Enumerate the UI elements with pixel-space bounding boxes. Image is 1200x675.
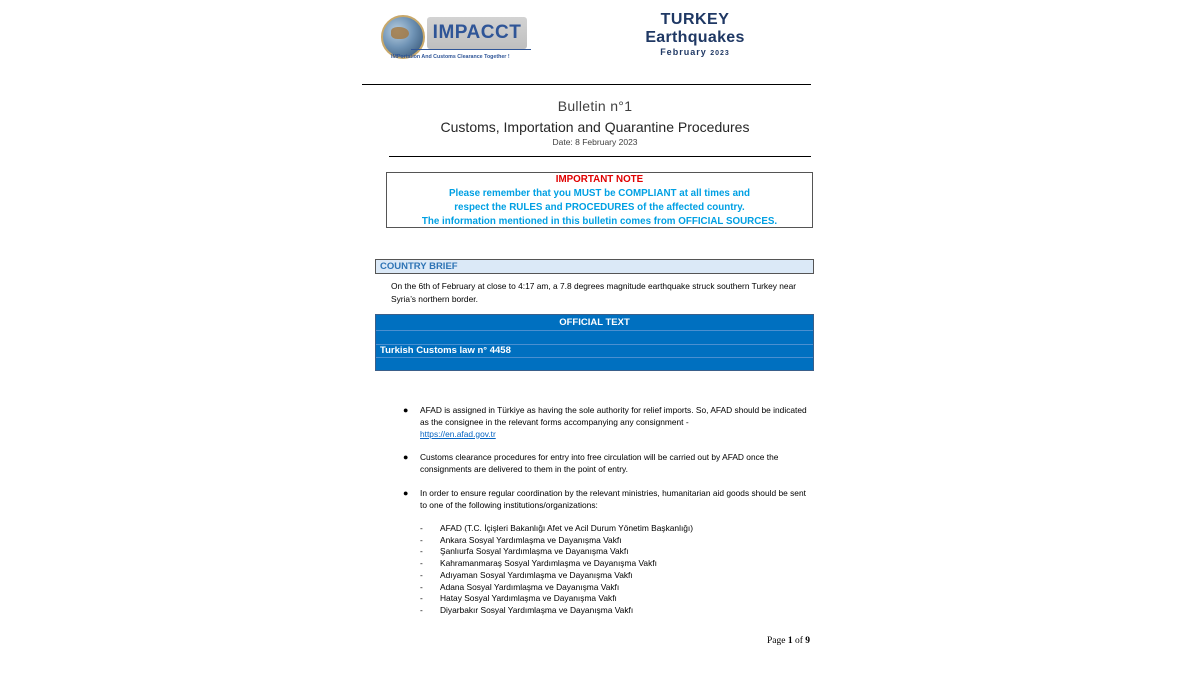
bullet-icon: ●: [403, 452, 409, 462]
organization-item: - Şanlıurfa Sosyal Yardımlaşma ve Dayanışma Vakfı: [420, 546, 629, 557]
official-text-heading: OFFICIAL TEXT: [376, 315, 813, 331]
organization-item: - Ankara Sosyal Yardımlaşma ve Dayanışma Vakfı: [420, 534, 622, 545]
official-text-table: [375, 314, 814, 371]
subject-divider: [389, 156, 811, 157]
bullet-text: Customs clearance procedures for entry into free circulation will be carried out by AFAD once the consignments are delivered to them in the point of entry.: [420, 452, 779, 474]
organization-list: [417, 523, 817, 617]
bullet-text: In order to ensure regular coordination by the relevant ministries, humanitarian aid goods should be sent to one of the following institutions/organizations:: [420, 488, 806, 510]
official-text-spacer: [376, 331, 813, 345]
organization-item: - AFAD (T.C. İçişleri Bakanlığı Afet ve Acil Durum Yönetim Başkanlığı): [420, 523, 694, 533]
logo-wordmark: IMPACCT: [427, 17, 527, 49]
bullet-icon: ●: [403, 405, 409, 415]
top-divider: [362, 84, 811, 85]
title-date: [610, 47, 780, 59]
logo-tagline: IMPortation And Customs Clearance Together !: [391, 54, 510, 60]
title-country: TURKEY: [660, 11, 730, 28]
bulletin-number: Bulletin n°1: [557, 98, 633, 114]
title-month: February: [660, 47, 707, 57]
bulletin-date: Date: 8 February 2023: [552, 137, 638, 147]
important-note-line: Please remember that you MUST be COMPLIANT at all times and: [448, 188, 751, 199]
impacct-logo: [381, 13, 533, 65]
list-item: [401, 452, 811, 476]
organization-item: - Hatay Sosyal Yardımlaşma ve Dayanışma Vakfı: [420, 593, 617, 604]
official-law-title: Turkish Customs law n° 4458: [376, 345, 813, 358]
organization-item: - Adıyaman Sosyal Yardımlaşma ve Dayanışma Vakfı: [420, 569, 633, 580]
organization-item: - Adana Sosyal Yardımlaşma ve Dayanışma Vakfı: [420, 581, 620, 592]
title-year: 2023: [710, 50, 730, 57]
important-note-line: respect the RULES and PROCEDURES of the affected country.: [454, 202, 745, 213]
bullet-icon: ●: [403, 488, 409, 498]
country-brief-text: On the 6th of February at close to 4:17 am, a 7.8 degrees magnitude earthquake struck southern Turkey near Syria’s northern border.: [391, 281, 797, 304]
important-note-heading: IMPORTANT NOTE: [555, 174, 644, 185]
title-event: Earthquakes: [645, 29, 745, 46]
page-number: Page 1 of 9: [766, 636, 810, 646]
organization-item: - Diyarbakır Sosyal Yardımlaşma ve Dayanışma Vakfı: [420, 604, 634, 615]
logo-underline: [411, 49, 531, 50]
globe-icon: [381, 15, 425, 59]
afad-link[interactable]: https://en.afad.gov.tr: [420, 428, 496, 439]
important-note-line: The information mentioned in this bulletin comes from OFFICIAL SOURCES.: [421, 216, 778, 227]
official-text-spacer: [376, 359, 813, 371]
bullet-text: AFAD is assigned in Türkiye as having the sole authority for relief imports. So, AFAD should be indicated as the consignee in the relevant forms accompanying any consignment -: [420, 405, 807, 427]
list-item: [401, 488, 811, 512]
country-brief-heading: COUNTRY BRIEF: [375, 259, 814, 274]
document-title: [610, 11, 780, 59]
list-item: [401, 405, 811, 440]
organization-item: - Kahramanmaraş Sosyal Yardımlaşma ve Dayanışma Vakfı: [420, 558, 657, 569]
important-note-box: [386, 172, 813, 228]
bulletin-subject: Customs, Importation and Quarantine Procedures: [440, 119, 750, 135]
